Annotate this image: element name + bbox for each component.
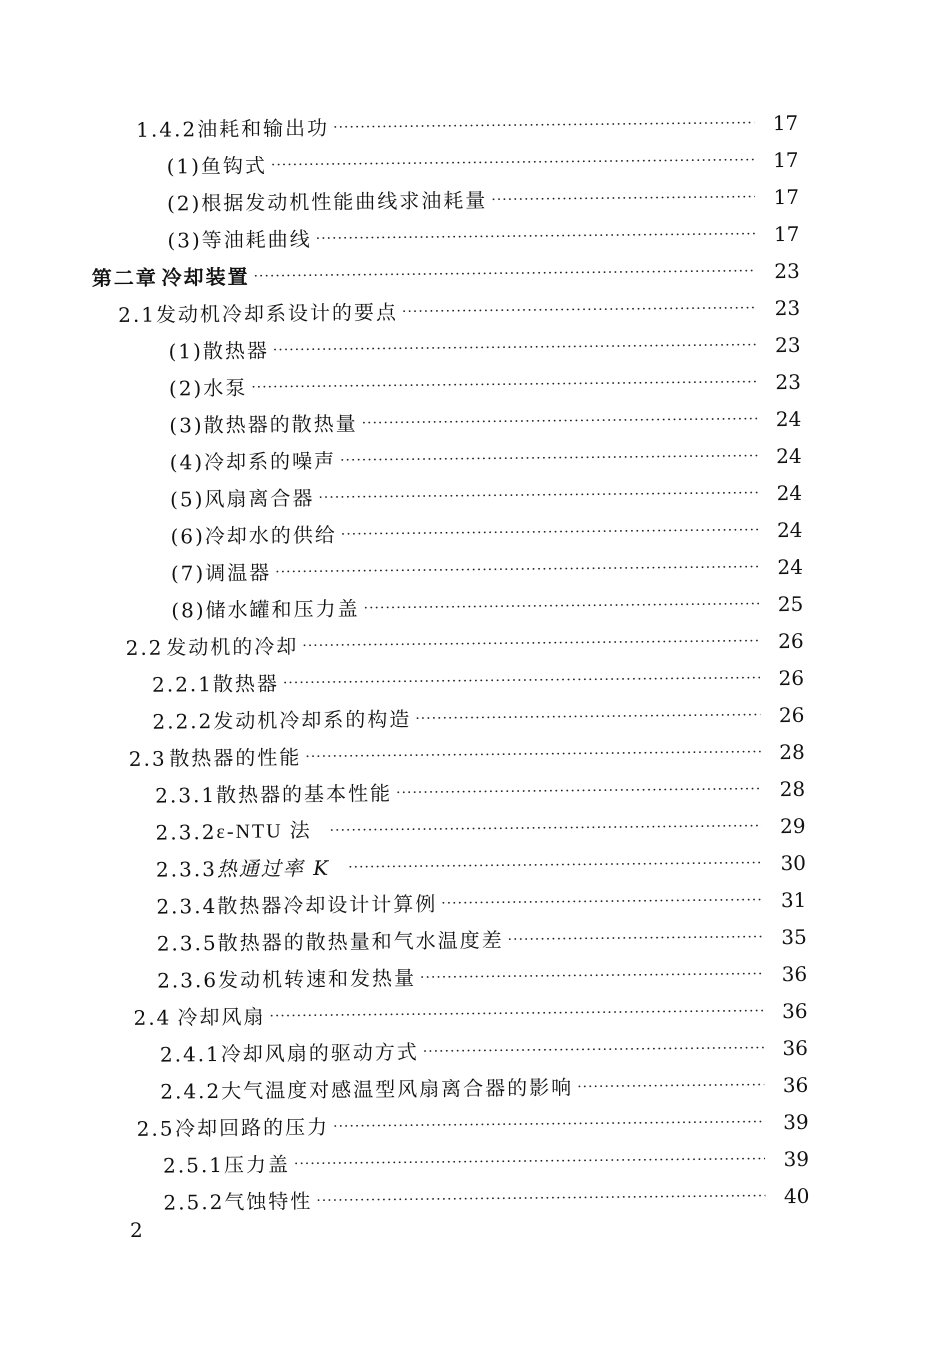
page-ref: 23 — [774, 332, 801, 358]
leader-dots — [507, 925, 762, 952]
toc-entry — [156, 878, 806, 919]
leader-dots — [305, 740, 761, 769]
toc-entry — [169, 397, 801, 438]
leader-dots — [396, 777, 761, 805]
entry-title: 散热器冷却设计计算例 — [217, 891, 438, 919]
entry-title: (3)等油耗曲线 — [167, 227, 312, 253]
page-ref: 23 — [775, 369, 802, 395]
page-ref: 23 — [774, 295, 801, 321]
section-number: 2.3.6 — [157, 968, 219, 993]
entry-title: (2)根据发动机性能曲线求油耗量 — [166, 188, 488, 216]
entry-title: 大气温度对感温型风扇离合器的影响 — [221, 1075, 574, 1103]
entry-title: (3)散热器的散热量 — [169, 411, 358, 438]
page-ref: 24 — [777, 554, 803, 580]
page-ref: 36 — [782, 1072, 809, 1098]
toc-entry — [168, 323, 800, 364]
entry-title: 油耗和输出功 — [196, 115, 330, 142]
entry-title: 散热器的性能 — [169, 745, 302, 771]
entry-title: (5)风扇离合器 — [169, 485, 315, 512]
toc-entry — [156, 841, 806, 882]
chapter-number: 第二章 — [91, 265, 158, 291]
toc-entry — [171, 545, 803, 586]
toc-entry — [136, 101, 798, 142]
leader-dots — [273, 333, 757, 362]
page-ref: 28 — [779, 776, 806, 802]
entry-title: (1)散热器 — [168, 338, 270, 364]
toc-entry — [171, 582, 803, 623]
leader-dots — [340, 444, 758, 472]
leader-dots — [415, 703, 760, 731]
toc-entry — [166, 138, 798, 179]
toc-entry — [152, 656, 804, 697]
page-ref: 24 — [776, 480, 803, 506]
leader-dots — [402, 296, 756, 324]
toc-entry — [157, 915, 807, 956]
section-number: 2.5.1 — [162, 1152, 225, 1178]
section-number: 1.4.2 — [136, 117, 198, 142]
entry-title: 冷却回路的压力 — [174, 1114, 330, 1141]
section-number: 2.4.1 — [159, 1041, 221, 1067]
leader-dots — [333, 111, 754, 139]
leader-dots — [294, 1147, 765, 1176]
page-ref: 36 — [781, 961, 808, 987]
section-number: 2.5.2 — [163, 1189, 225, 1215]
page-ref: 24 — [776, 517, 803, 543]
section-number: 2.5 — [136, 1116, 175, 1141]
entry-title: (4)冷却系的噪声 — [169, 448, 337, 475]
entry-title: (7)调温器 — [170, 560, 272, 586]
page-ref: 17 — [773, 221, 800, 247]
toc-entry — [160, 1063, 808, 1104]
leader-dots — [348, 851, 762, 879]
leader-dots — [318, 481, 758, 510]
entry-title: 散热器的基本性能 — [215, 781, 393, 808]
leader-dots — [302, 629, 760, 658]
toc-entry — [152, 693, 804, 734]
page-ref: 30 — [780, 850, 807, 876]
leader-dots — [269, 999, 763, 1028]
page-ref: 39 — [783, 1109, 809, 1135]
entry-title: 发动机的冷却 — [166, 634, 299, 660]
leader-dots — [275, 555, 759, 584]
section-number: 2.3.3 — [155, 857, 217, 882]
toc-entry — [167, 212, 799, 253]
page-ref: 39 — [783, 1146, 810, 1172]
entry-title: 热通过率 K — [216, 855, 331, 882]
table-of-contents — [0, 99, 952, 1215]
toc-entry — [133, 989, 807, 1030]
toc-entry — [155, 767, 805, 808]
leader-dots — [420, 962, 763, 990]
leader-dots — [283, 666, 760, 695]
section-number: 2.4 — [133, 1005, 172, 1030]
section-number: 2.2 — [125, 635, 164, 660]
entry-title: ε-NTU 法 — [216, 820, 312, 844]
leader-dots — [363, 592, 759, 620]
leader-dots — [316, 1184, 765, 1213]
toc-entry — [169, 360, 801, 401]
page-ref: 24 — [775, 406, 802, 432]
leader-dots — [251, 370, 757, 399]
page-ref: 26 — [778, 665, 805, 691]
toc-entry — [160, 1026, 808, 1067]
leader-dots — [271, 148, 755, 177]
section-number: 2.2.2 — [152, 709, 214, 734]
toc-entry — [136, 1100, 808, 1141]
section-number: 2.3.5 — [156, 931, 218, 956]
leader-dots — [577, 1073, 764, 1099]
entry-title: (1)鱼钩式 — [166, 153, 268, 179]
toc-entry — [155, 804, 805, 845]
entry-title: 气蚀特性 — [224, 1189, 313, 1214]
entry-title: 发动机冷却系设计的要点 — [155, 300, 399, 327]
leader-dots — [333, 1110, 765, 1139]
entry-title: 冷却风扇 — [177, 1004, 266, 1030]
section-number: 2.1 — [118, 302, 157, 328]
page-ref: 23 — [774, 258, 800, 284]
page-ref: 17 — [772, 110, 799, 136]
toc-chapter-entry — [92, 249, 800, 290]
toc-entry — [167, 175, 799, 216]
leader-dots — [253, 259, 755, 288]
page-ref: 29 — [779, 813, 806, 839]
entry-title: 发动机转速和发热量 — [217, 965, 417, 993]
page-ref: 40 — [783, 1183, 810, 1209]
entry-title: 散热器 — [212, 671, 280, 697]
section-number: 2.3.2 — [155, 820, 217, 845]
entry-title: (8)储水罐和压力盖 — [171, 596, 360, 623]
chapter-title: 冷却装置 — [161, 264, 250, 290]
toc-entry — [170, 471, 802, 512]
entry-title: (2)水泵 — [168, 375, 248, 401]
page-ref: 24 — [776, 443, 802, 469]
page-ref: 36 — [781, 998, 808, 1024]
page-ref: 28 — [779, 739, 805, 765]
toc-entry — [163, 1137, 809, 1178]
page-ref: 17 — [773, 147, 799, 173]
page-ref: 26 — [778, 702, 805, 728]
leader-dots — [362, 407, 758, 435]
page-ref: 36 — [782, 1035, 809, 1061]
section-number: 2.2.1 — [151, 672, 214, 697]
page-ref: 26 — [778, 628, 804, 654]
section-number: 2.3.4 — [156, 894, 218, 919]
entry-title: 发动机冷却系的构造 — [213, 706, 412, 734]
entry-title: 散热器的散热量和气水温度差 — [217, 928, 504, 956]
toc-entry — [125, 619, 803, 660]
entry-title: (6)冷却水的供给 — [170, 522, 337, 549]
section-number: 2.3 — [128, 746, 167, 771]
leader-dots — [316, 222, 756, 251]
section-number: 2.4.2 — [160, 1078, 222, 1104]
page-ref: 17 — [773, 184, 800, 210]
toc-entry — [118, 286, 800, 327]
leader-dots — [423, 1036, 764, 1064]
page-number: 2 — [130, 1218, 143, 1242]
page-ref: 25 — [777, 591, 804, 617]
leader-dots — [491, 185, 755, 212]
section-number: 2.3.1 — [155, 783, 217, 808]
leader-dots — [341, 518, 759, 546]
toc-entry — [157, 952, 807, 993]
toc-entry — [163, 1174, 809, 1215]
toc-entry — [169, 434, 801, 475]
page-ref: 31 — [780, 887, 807, 913]
leader-dots — [441, 888, 762, 915]
page-ref: 35 — [781, 924, 807, 950]
toc-entry — [170, 508, 802, 549]
entry-title: 冷却风扇的驱动方式 — [220, 1039, 419, 1066]
toc-entry — [129, 730, 805, 771]
leader-dots — [330, 814, 762, 843]
entry-title: 压力盖 — [223, 1152, 291, 1177]
